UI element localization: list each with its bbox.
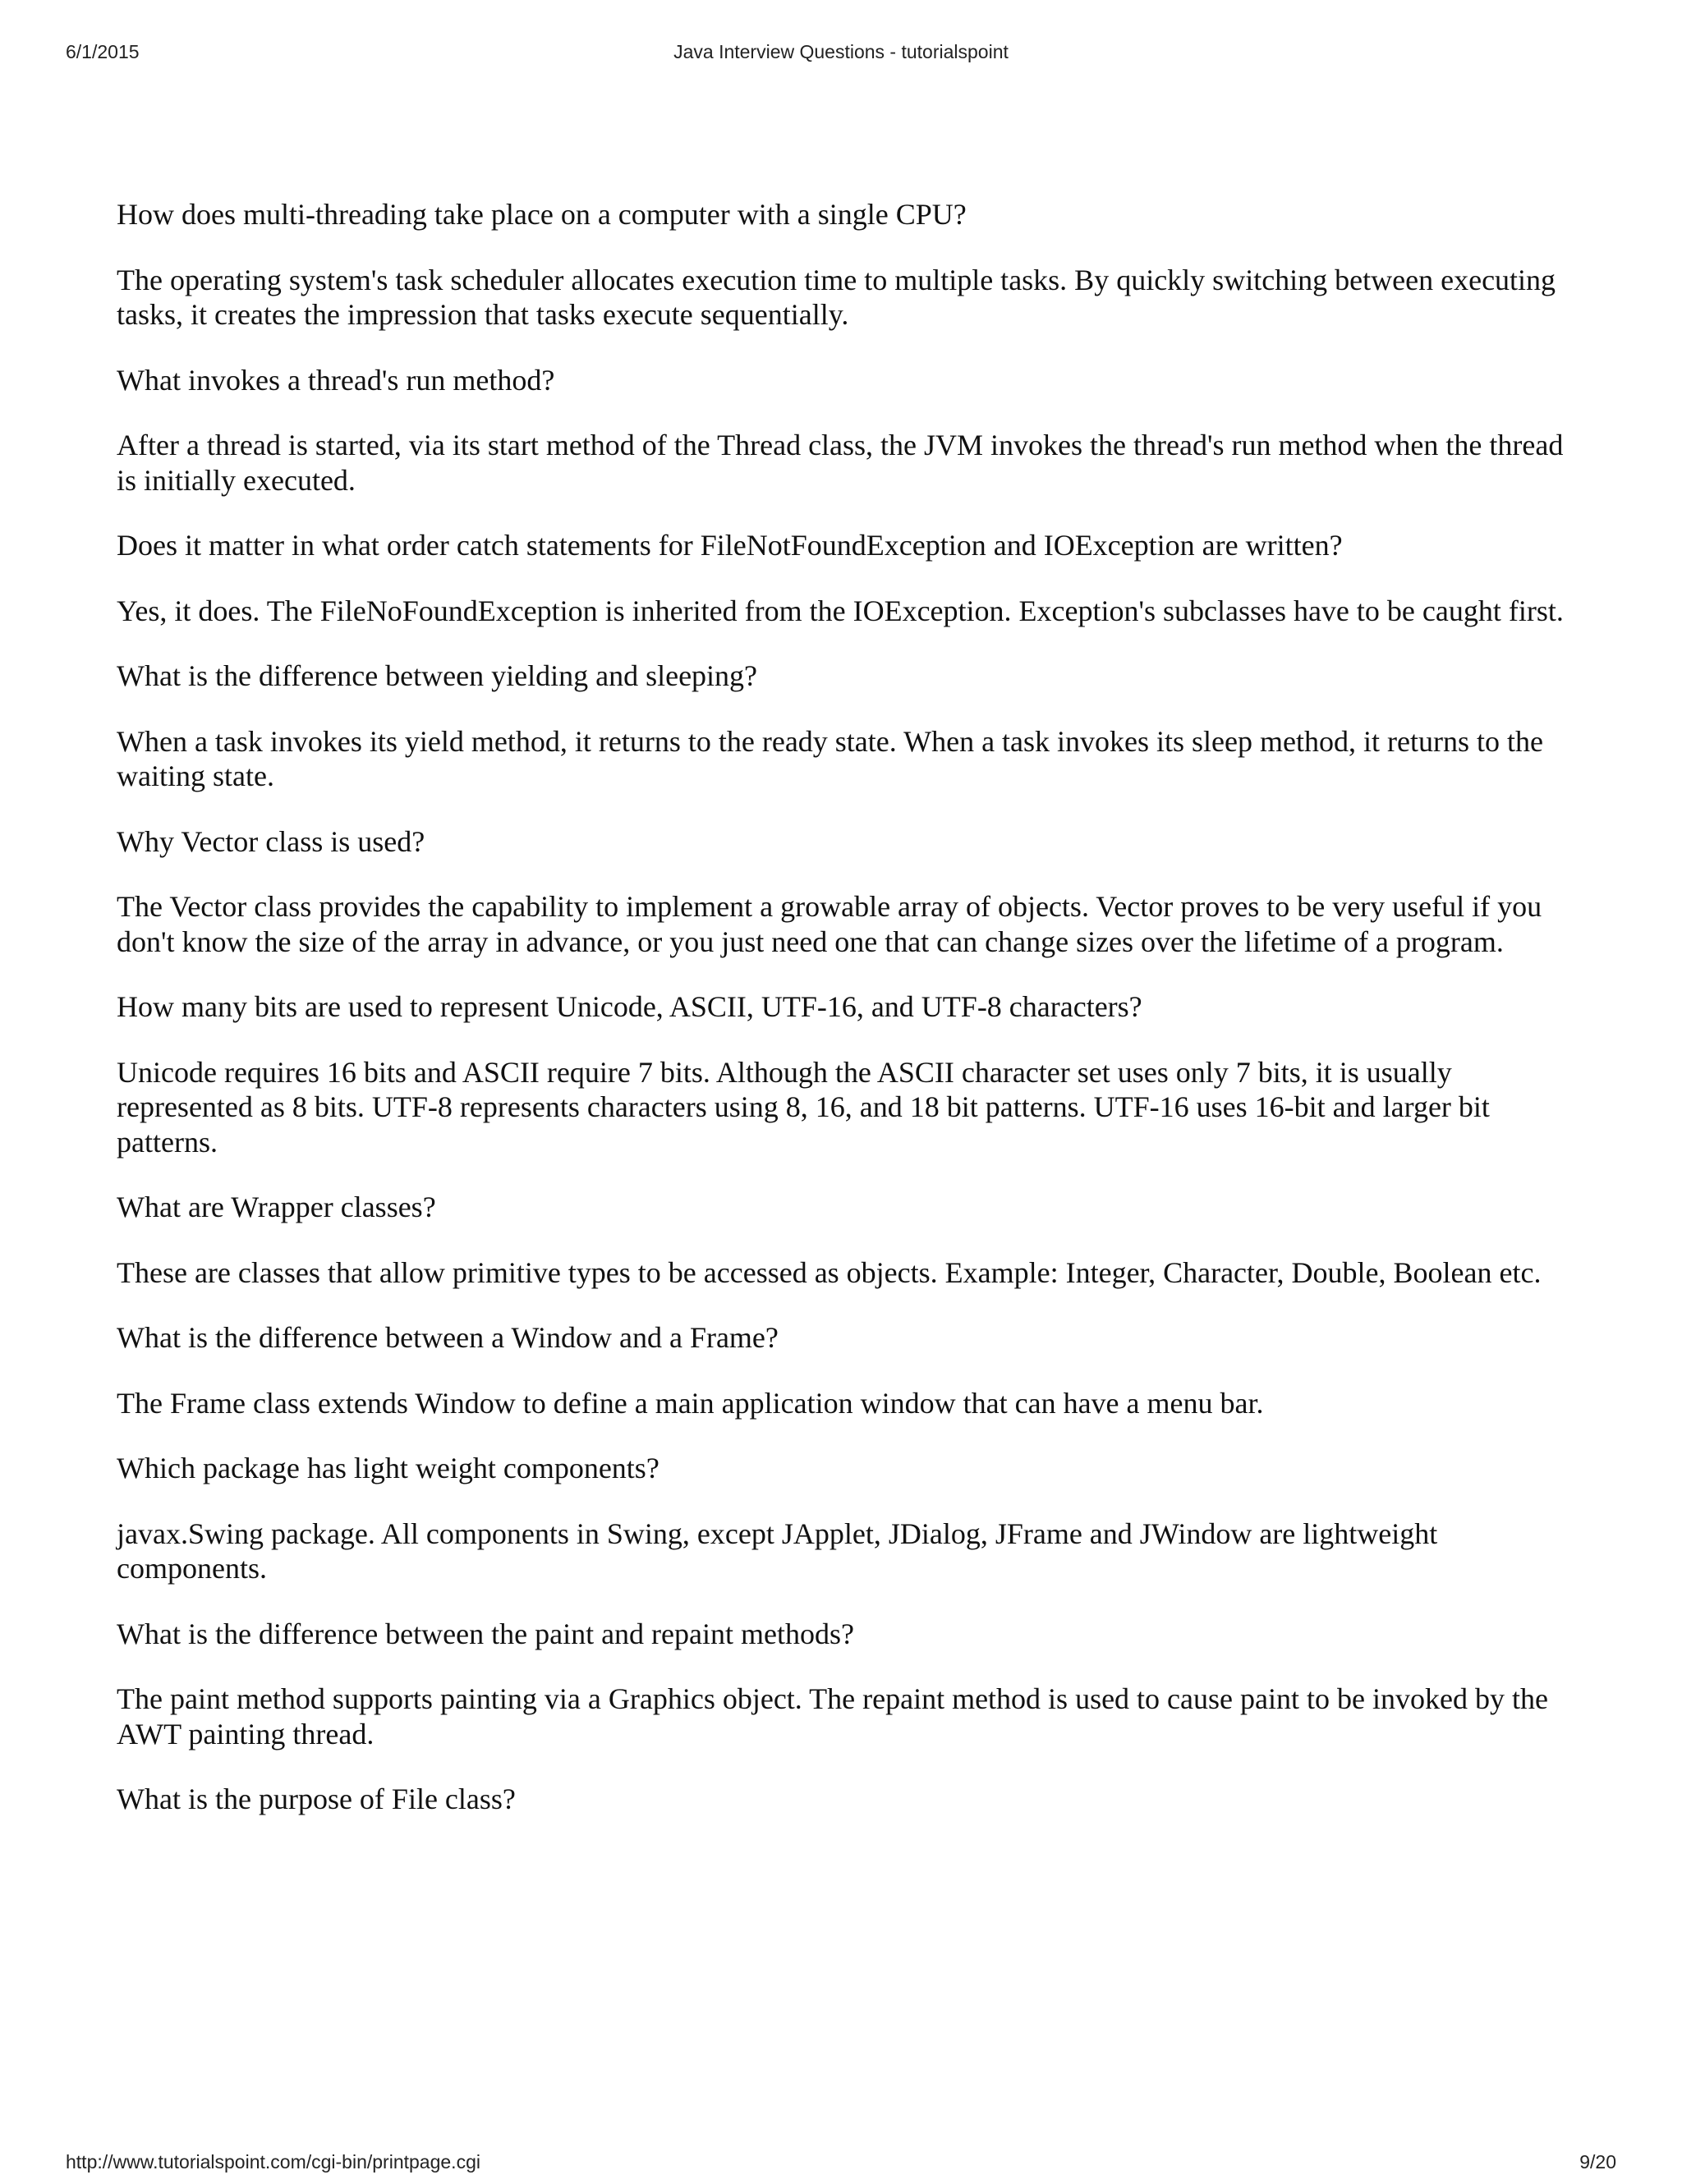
question-11: What is the purpose of File class? [117,1783,516,1815]
question-1: How does multi-threading take place on a computer with a single CPU? [117,198,967,231]
answer-5: The Vector class provides the capability to implement a growable array of objects. Vector proves to be very useful if you don't know the size of the array in advance, or you just need one that can change sizes over the lifetime of a program. [117,890,1542,958]
print-footer [0,2151,1682,2184]
print-date: 6/1/2015 [66,41,140,62]
answer-8: The Frame class extends Window to define a main application window that can have a menu bar. [117,1386,1264,1420]
question-6: How many bits are used to represent Unicode, ASCII, UTF-16, and UTF-8 characters? [117,990,1142,1023]
question-10: What is the difference between the paint and repaint methods? [117,1617,854,1650]
answer-7: These are classes that allow primitive types to be accessed as objects. Example: Integer, Character, Double, Boolean etc. [117,1255,1542,1289]
document-body [117,197,1574,1817]
question-7: What are Wrapper classes? [117,1191,436,1223]
question-4: What is the difference between yielding and sleeping? [117,659,758,692]
answer-3: Yes, it does. The FileNoFoundException is inherited from the IOException. Exception's subclasses have to be caught first. [117,594,1564,627]
answer-1: The operating system's task scheduler allocates execution time to multiple tasks. By quickly switching between executing tasks, it creates the impression that tasks execute sequentially. [117,263,1556,331]
question-5: Why Vector class is used? [117,824,425,858]
page-url: http://www.tutorialspoint.com/cgi-bin/printpage.cgi [66,2151,480,2173]
page-number: 9/20 [1579,2151,1616,2173]
answer-9: javax.Swing package. All components in Swing, except JApplet, JDialog, JFrame and JWindow are lightweight components. [117,1516,1438,1585]
question-8: What is the difference between a Window and a Frame? [117,1321,779,1354]
answer-4: When a task invokes its yield method, it returns to the ready state. When a task invokes its sleep method, it returns to the waiting state. [117,724,1543,792]
question-3: Does it matter in what order catch statements for FileNotFoundException and IOException are written? [117,529,1343,562]
page-title: Java Interview Questions - tutorialspoint [673,41,1009,62]
question-2: What invokes a thread's run method? [117,363,555,397]
answer-2: After a thread is started, via its start method of the Thread class, the JVM invokes the thread's run method when the thread is initially executed. [117,429,1564,497]
answer-10: The paint method supports painting via a Graphics object. The repaint method is used to cause paint to be invoked by the AWT painting thread. [117,1682,1548,1750]
answer-6: Unicode requires 16 bits and ASCII require 7 bits. Although the ASCII character set uses only 7 bits, it is usually represented as 8 bits. UTF-8 represents characters using 8, 16, and 18 bit patterns. UTF-16 uses 16-bit and larger bit patterns. [117,1055,1490,1159]
print-header [0,41,1682,74]
question-9: Which package has light weight components? [117,1452,659,1484]
